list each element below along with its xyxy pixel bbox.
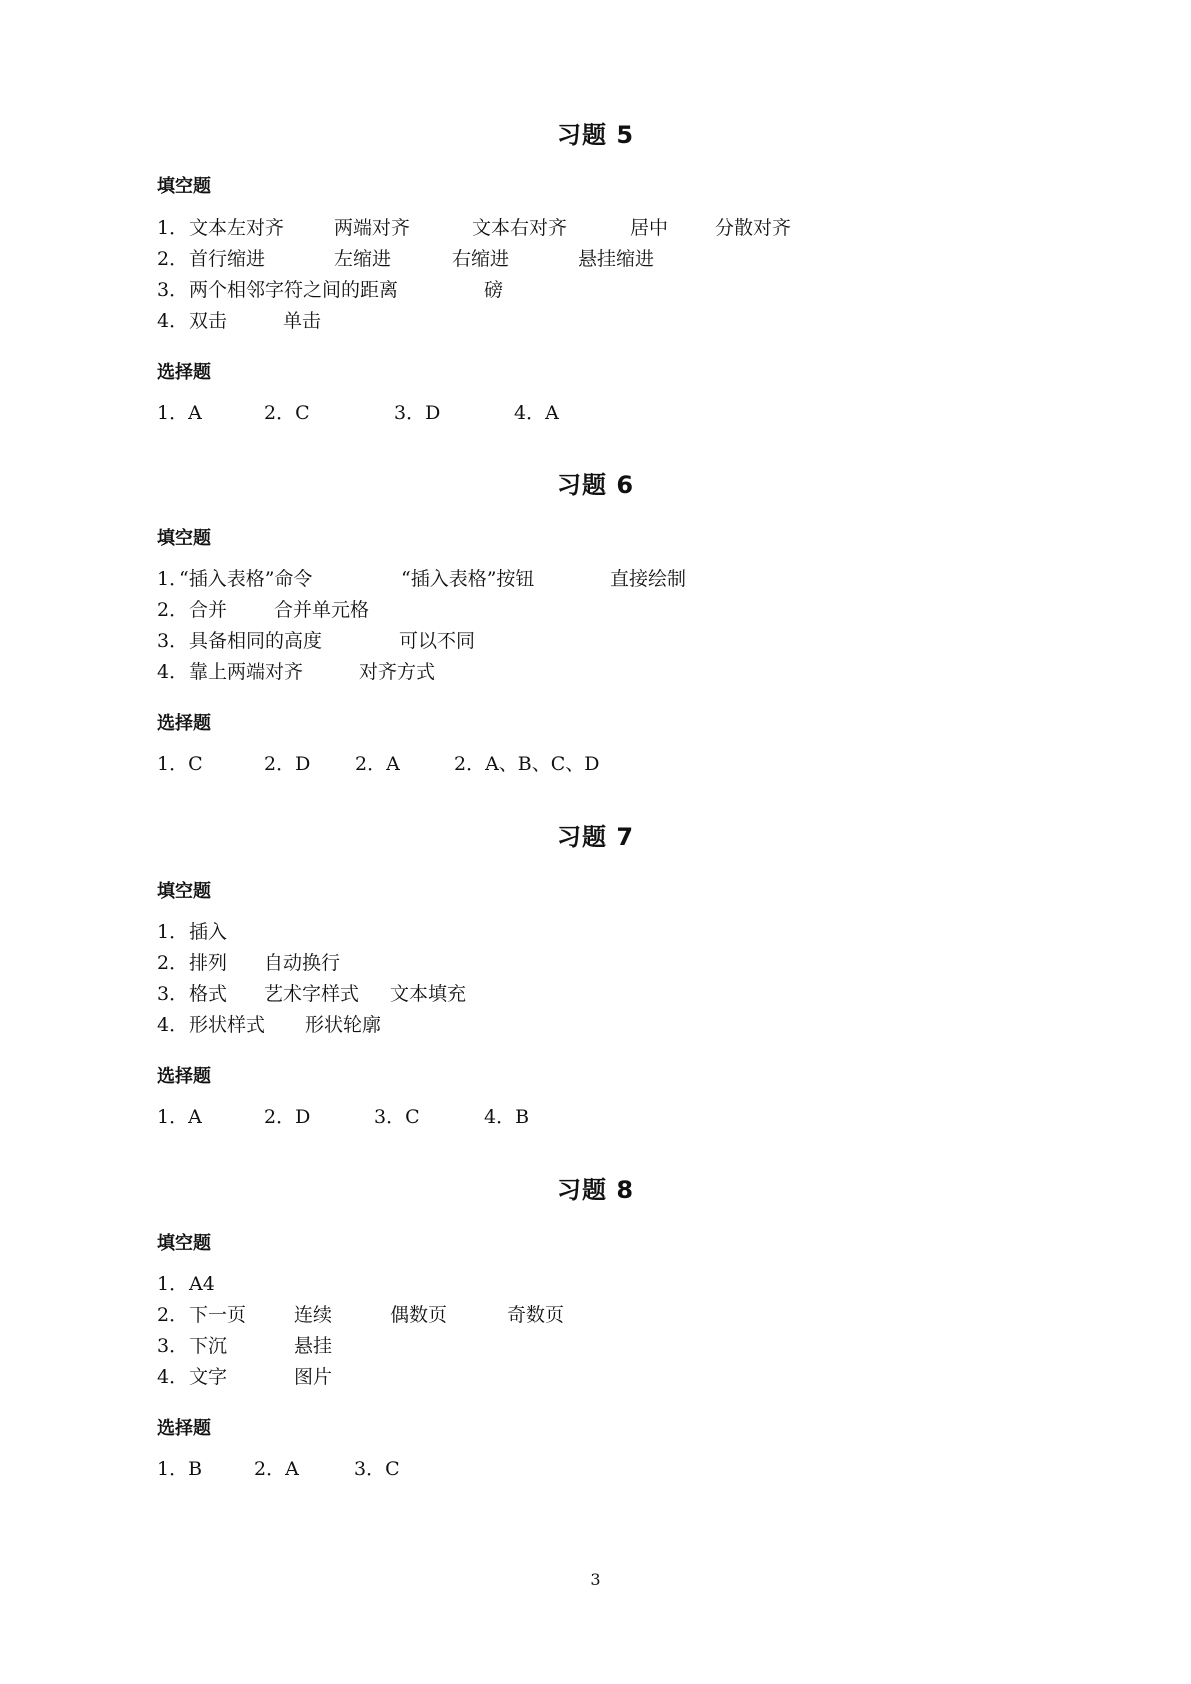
answer: 悬挂: [294, 1335, 333, 1357]
answer: 偶数页: [390, 1304, 448, 1326]
choice-answer: 2．A: [254, 1458, 299, 1480]
page-number: 3: [590, 1570, 601, 1589]
exercise-5-title: 习题 5: [556, 121, 635, 149]
item-number: 3．: [157, 983, 189, 1005]
item-number: 2．: [157, 952, 189, 974]
exercise-7-title: 习题 7: [556, 823, 635, 851]
answer: 直接绘制: [610, 568, 687, 590]
item-number: 1．: [157, 568, 189, 590]
answer: 分散对齐: [715, 217, 792, 239]
answer: 排列: [189, 952, 228, 974]
choice-answer: 3．D: [394, 402, 441, 424]
choice-answer: 1．B: [157, 1458, 203, 1480]
answer: 单击: [283, 310, 322, 332]
answer: “插入表格”命令: [179, 568, 313, 590]
answer: 连续: [294, 1304, 333, 1326]
choice-answer: 4．A: [514, 402, 559, 424]
item-number: 1．: [157, 217, 189, 239]
exercise-5-fill-line-2: [157, 247, 654, 271]
item-number: 2．: [157, 1304, 189, 1326]
item-number: 3．: [157, 1335, 189, 1357]
item-number: 2．: [157, 248, 189, 270]
answer: 右缩进: [452, 248, 510, 270]
choice-answer: 1．A: [157, 402, 202, 424]
item-number: 2．: [157, 599, 189, 621]
answer: 艺术字样式: [264, 983, 360, 1005]
answer: 悬挂缩进: [578, 248, 655, 270]
exercise-7-fill-line-1: [157, 920, 227, 944]
choice-answer: 2．A: [355, 753, 400, 775]
answer: 下一页: [189, 1304, 247, 1326]
answer: “插入表格”按钮: [401, 568, 535, 590]
answer: 文字: [189, 1366, 228, 1388]
choice-answer: 2．A、B、C、D: [454, 753, 600, 775]
exercise-7-fill-heading: 填空题: [157, 881, 211, 902]
exercise-5-choice-heading: 选择题: [157, 362, 211, 383]
exercise-6-title: 习题 6: [556, 471, 635, 499]
answer: 合并单元格: [274, 599, 370, 621]
answer: 两个相邻字符之间的距离: [189, 279, 399, 301]
answer: 磅: [484, 279, 504, 301]
choice-answer: 4．B: [484, 1106, 530, 1128]
answer: 居中: [630, 217, 669, 239]
exercise-6-fill-line-2: [157, 598, 369, 622]
answer: 下沉: [189, 1335, 228, 1357]
choice-answer: 3．C: [374, 1106, 420, 1128]
answer: 对齐方式: [359, 661, 436, 683]
item-number: 4．: [157, 310, 189, 332]
answer: 合并: [189, 599, 228, 621]
answer: 奇数页: [507, 1304, 565, 1326]
exercise-8-fill-heading: 填空题: [157, 1233, 211, 1254]
item-number: 4．: [157, 1014, 189, 1036]
exercise-8-fill-line-4: [157, 1365, 332, 1389]
exercise-7-choice-heading: 选择题: [157, 1066, 211, 1087]
exercise-6-fill-line-1: [157, 567, 686, 591]
exercise-7-fill-line-4: [157, 1013, 381, 1037]
answer: 图片: [294, 1366, 333, 1388]
choice-answer: 2．C: [264, 402, 310, 424]
answer: 双击: [189, 310, 228, 332]
item-number: 4．: [157, 1366, 189, 1388]
exercise-7-fill-line-3: [157, 982, 466, 1006]
item-number: 3．: [157, 279, 189, 301]
answer: 形状轮廓: [305, 1014, 382, 1036]
exercise-5-fill-line-3: [157, 278, 503, 302]
item-number: 1．: [157, 1273, 189, 1295]
item-number: 3．: [157, 630, 189, 652]
answer: 文本左对齐: [189, 217, 285, 239]
exercise-8-choice-heading: 选择题: [157, 1418, 211, 1439]
exercise-6-fill-line-4: [157, 660, 435, 684]
answer: 靠上两端对齐: [189, 661, 304, 683]
choice-answer: 1．C: [157, 753, 203, 775]
item-number: 1．: [157, 921, 189, 943]
answer: 插入: [189, 921, 228, 943]
item-number: 4．: [157, 661, 189, 683]
choice-answer: 2．D: [264, 1106, 311, 1128]
answer: 左缩进: [334, 248, 392, 270]
answer: 具备相同的高度: [189, 630, 323, 652]
answer: 格式: [189, 983, 228, 1005]
answer: 文本右对齐: [472, 217, 568, 239]
choice-answer: 3．C: [354, 1458, 400, 1480]
exercise-6-choice-heading: 选择题: [157, 713, 211, 734]
answer: 两端对齐: [334, 217, 411, 239]
answer: 自动换行: [264, 952, 341, 974]
choice-answer: 2．D: [264, 753, 311, 775]
exercise-8-title: 习题 8: [556, 1176, 635, 1204]
exercise-5-fill-heading: 填空题: [157, 176, 211, 197]
choice-answer: 1．A: [157, 1106, 202, 1128]
exercise-5-fill-line-1: [157, 216, 791, 240]
exercise-8-fill-line-3: [157, 1334, 332, 1358]
exercise-7-fill-line-2: [157, 951, 340, 975]
answer: 形状样式: [189, 1014, 266, 1036]
answer: 首行缩进: [189, 248, 266, 270]
exercise-5-fill-line-4: [157, 309, 321, 333]
exercise-6-fill-line-3: [157, 629, 475, 653]
answer: A4: [189, 1273, 215, 1295]
answer: 文本填充: [390, 983, 467, 1005]
exercise-8-fill-line-2: [157, 1303, 564, 1327]
exercise-6-fill-heading: 填空题: [157, 528, 211, 549]
answer: 可以不同: [399, 630, 476, 652]
exercise-8-fill-line-1: [157, 1272, 215, 1296]
